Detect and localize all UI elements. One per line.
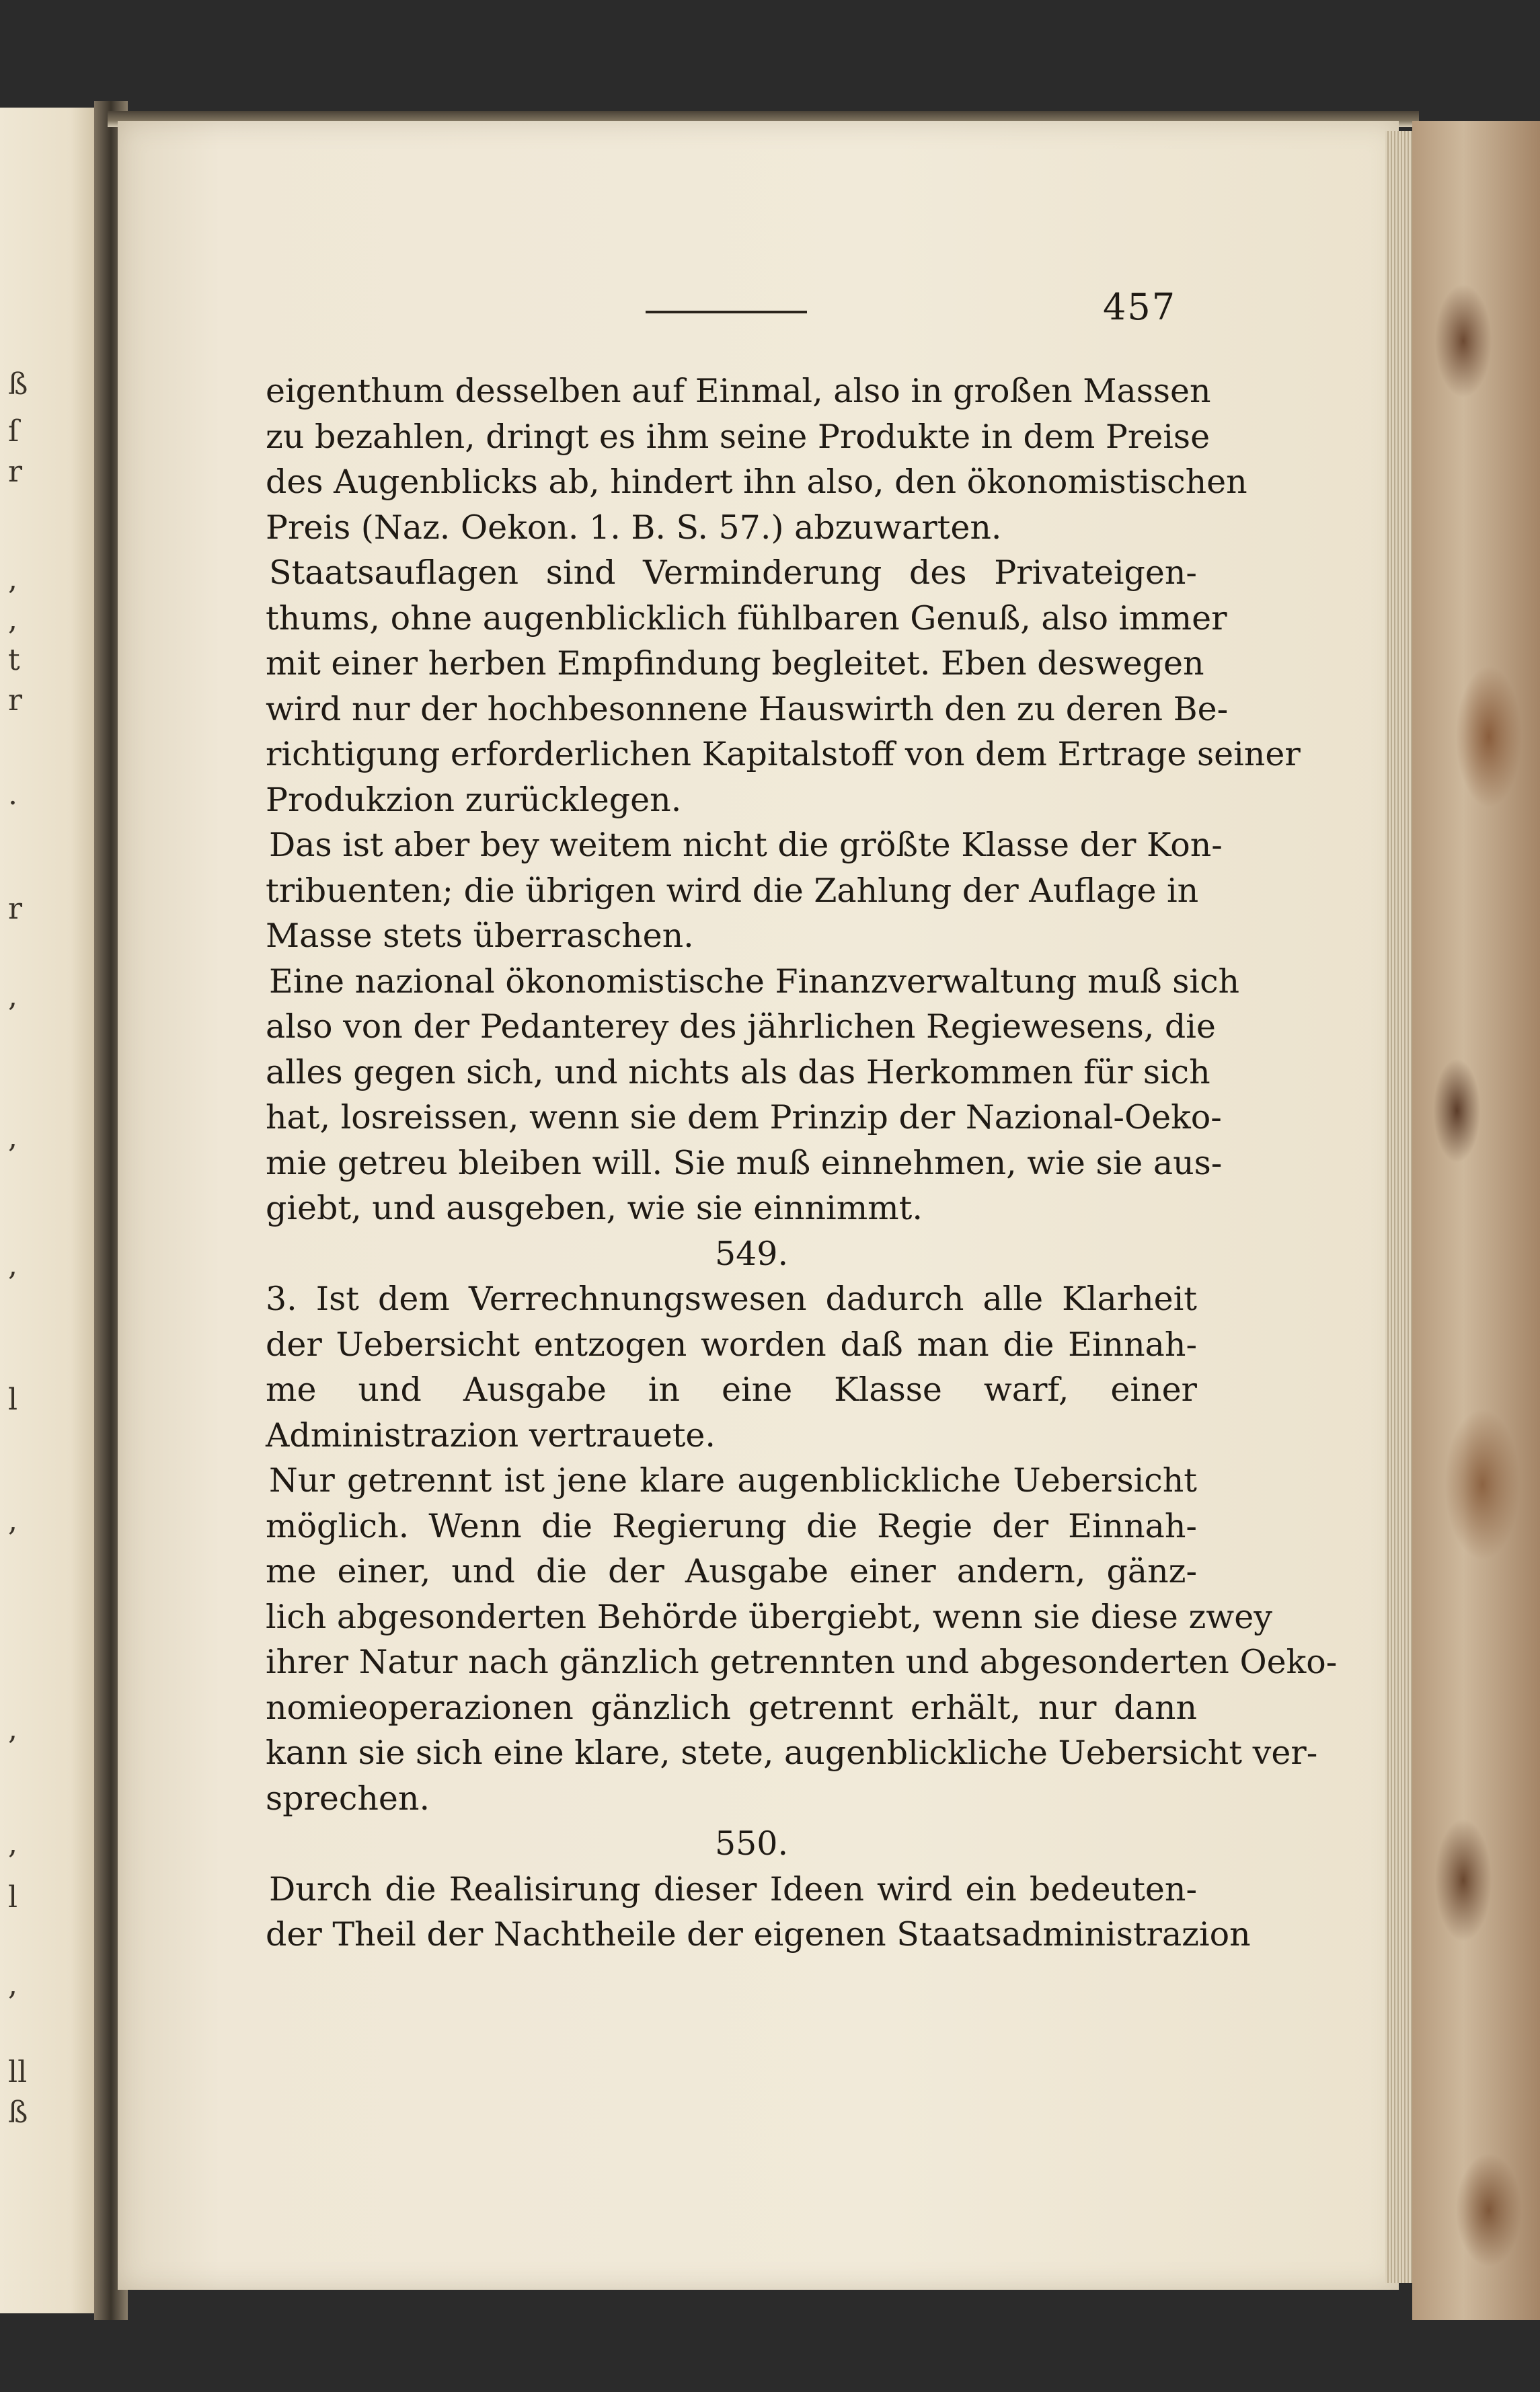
text-line: mie getreu bleiben will. Sie muß einnehmen, wie sie aus- [266,1143,1223,1182]
text-line: kann sie sich eine klare, stete, augenblickliche Uebersicht ver- [266,1734,1318,1772]
text-line: mit einer herben Empfindung begleitet. Eben deswegen [266,644,1204,683]
text-line: also von der Pedanterey des jährlichen Regiewesens, die [266,1007,1216,1046]
text-line: möglich. Wenn die Regierung die Regie der Einnah- [266,1506,1197,1545]
body-text [266,369,1338,1958]
text-line: thums, ohne augenblicklich fühlbaren Genuß, also immer [266,599,1227,638]
text-line: des Augenblicks ab, hindert ihn also, den ökonomistischen [266,463,1247,501]
text-line: sprechen. [266,1779,430,1818]
text-line: hat, losreissen, wenn sie dem Prinzip der Nazional-Oeko- [266,1098,1222,1136]
text-line: der Uebersicht entzogen worden daß man die Einnah- [266,1325,1197,1364]
text-line: me und Ausgabe in eine Klasse warf, einer [266,1371,1197,1409]
section-number: 549. [714,1234,789,1273]
text-line: eigenthum desselben auf Einmal, also in großen Massen [266,372,1211,410]
section-number: 550. [714,1824,789,1863]
text-line: Produkzion zurücklegen. [266,780,682,819]
text-line: ihrer Natur nach gänzlich getrennten und abgesonderten Oeko- [266,1643,1338,1681]
text-line: Preis (Naz. Oekon. 1. B. S. 57.) abzuwarten. [266,508,1002,547]
text-line: Eine nazional ökonomistische Finanzverwaltung muß sich [269,962,1240,1001]
text-line: Durch die Realisirung dieser Ideen wird ein bedeuten- [269,1869,1197,1908]
marbled-cover [1412,121,1540,2320]
text-line: alles gegen sich, und nichts als das Herkommen für sich [266,1052,1210,1091]
text-line: tribuenten; die übrigen wird die Zahlung der Auflage in [266,871,1199,910]
text-line: me einer, und die der Ausgabe einer andern, gänz- [266,1552,1197,1590]
text-line: Staatsauflagen sind Verminderung des Privateigen- [269,553,1197,592]
text-line: Administrazion vertrauete. [266,1416,716,1455]
text-line: 3. Ist dem Verrechnungswesen dadurch alle Klarheit [266,1280,1197,1318]
text-line: Masse stets überraschen. [266,917,694,955]
left-facing-page [0,108,101,2313]
text-line: richtigung erforderlichen Kapitalstoff von dem Ertrage seiner [266,735,1301,773]
text-line: giebt, und ausgeben, wie sie einnimmt. [266,1189,923,1227]
text-line: Das ist aber bey weitem nicht die größte Klasse der Kon- [269,826,1223,864]
header-rule [646,311,807,313]
page-number: 457 [1103,286,1177,328]
text-line: lich abgesonderten Behörde übergiebt, wenn sie diese zwey [266,1597,1272,1636]
text-line: wird nur der hochbesonnene Hauswirth den zu deren Be- [266,689,1229,728]
text-line: Nur getrennt ist jene klare augenblickliche Uebersicht [269,1461,1197,1500]
text-line: der Theil der Nachtheile der eigenen Staatsadministrazion [266,1915,1251,1954]
text-line: zu bezahlen, dringt es ihm seine Produkte in dem Preise [266,417,1210,456]
text-line: nomieoperazionen gänzlich getrennt erhält, nur dann [266,1688,1197,1727]
left-page-text-fragments: ß ſ r , , t r . r , , , l , , , l , ll ß [8,367,28,2130]
